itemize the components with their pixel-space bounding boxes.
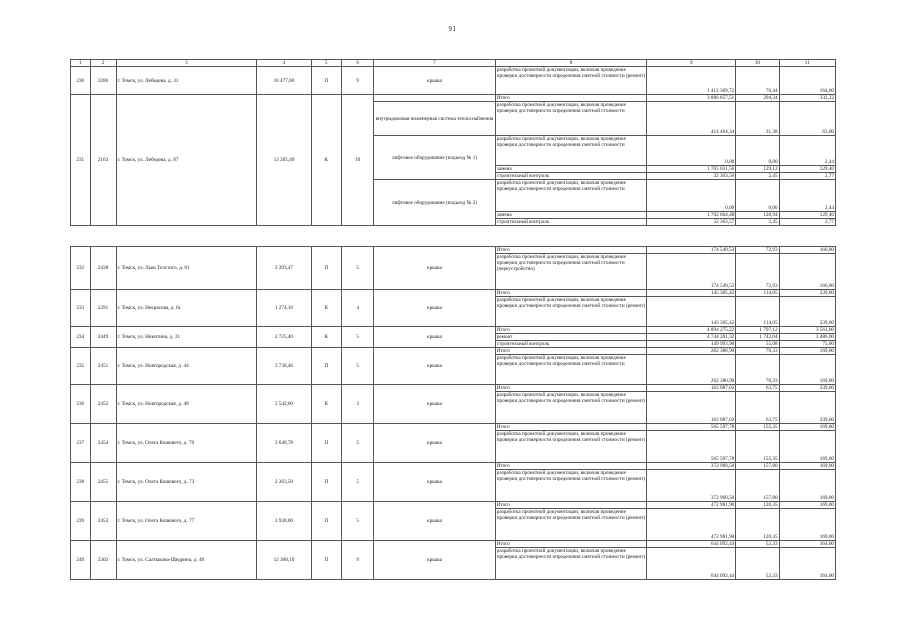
work-type: разработка проектной документации, включая проведение проверки достоверности определения сметной стоимости (ремонт) [495, 392, 647, 424]
work-type: Итого [495, 95, 647, 102]
header-cell: 5 [311, 60, 341, 67]
work-type: Итого [495, 541, 647, 548]
floors: 4 [341, 290, 374, 327]
row-number: 232 [71, 247, 91, 290]
row-number: 235 [71, 348, 91, 385]
wall-material: П [311, 348, 341, 385]
row-number: 239 [71, 502, 91, 541]
cost: 565 597,78 [647, 424, 736, 431]
header-row [71, 60, 836, 67]
work-type: Итого [495, 502, 647, 509]
limit: 2,44 [779, 180, 835, 212]
header-cell: 8 [495, 60, 647, 67]
work-type: разработка проектной документации, включая проведение проверки достоверности определения сметной стоимости (ремонт) [495, 297, 647, 327]
limit: 169,00 [779, 424, 835, 431]
work-type: разработка проектной документации, включая проведение проверки достоверности определения сметной стоимости (переустройство) [495, 254, 647, 290]
cost-per-m2: 70,33 [736, 348, 779, 355]
header-cell: 1 [71, 60, 91, 67]
address: г. Томск, ул. Лебедева, д. 87 [116, 95, 257, 226]
work-type: ремонт [495, 334, 647, 341]
work-type: Итого [495, 385, 647, 392]
cost-per-m2: 55,08 [736, 341, 779, 348]
cost: 372 968,50 [647, 463, 736, 470]
page-number: 91 [448, 25, 457, 33]
limit: 75,00 [779, 341, 835, 348]
area: 3 730,46 [257, 348, 311, 385]
cost-per-m2: 0,00 [736, 180, 779, 212]
header-cell: 6 [341, 60, 374, 67]
table-row [71, 290, 836, 297]
row-number: 234 [71, 327, 91, 348]
floors: 10 [341, 95, 374, 226]
table-row [71, 385, 836, 392]
table-row [71, 348, 836, 355]
work-type: разработка проектной документации, включая проведение проверки достоверности определения сметной стоимости [495, 102, 647, 136]
house-id: 2291 [90, 290, 116, 327]
work-type: Итого [495, 424, 647, 431]
cost: 565 597,78 [647, 431, 736, 463]
limit: 2,77 [779, 173, 835, 180]
work-type: замена [495, 166, 647, 173]
row-number: 236 [71, 385, 91, 424]
limit: 3 486,00 [779, 334, 835, 341]
wall-material: П [311, 424, 341, 463]
cost: 0,00 [647, 136, 736, 166]
cost-per-m2: 114,05 [736, 297, 779, 327]
work-type: Итого [495, 463, 647, 470]
cost-per-m2: 157,80 [736, 463, 779, 470]
wall-material: К [311, 95, 341, 226]
cost-per-m2: 63,75 [736, 392, 779, 424]
area: 18 477,80 [257, 67, 311, 95]
work-type: разработка проектной документации, включая проведение проверки достоверности определения сметной стоимости (ремонт) [495, 470, 647, 502]
table-row [71, 541, 836, 548]
limit: 2,44 [779, 136, 835, 166]
cost-per-m2: 70,33 [736, 355, 779, 385]
work-type: строительный контроль [495, 341, 647, 348]
area: 3 930,00 [257, 502, 311, 541]
row-number: 231 [71, 95, 91, 226]
cost: 0,00 [647, 180, 736, 212]
address: г. Томск, ул. Олега Кошевого, д. 70 [116, 424, 257, 463]
address: г. Томск, ул. Олега Кошевого, д. 77 [116, 502, 257, 541]
cost-per-m2: 63,75 [736, 385, 779, 392]
limit: 63,00 [779, 102, 835, 136]
floors: 5 [341, 327, 374, 348]
object: крыша [374, 247, 495, 290]
capital-repair-table-cont [70, 246, 836, 580]
table-row [71, 247, 836, 254]
wall-material: К [311, 327, 341, 348]
work-type: разработка проектной документации, включая проведение проверки достоверности определения сметной стоимости (ремонт) [495, 431, 647, 463]
header-cell: 11 [779, 60, 835, 67]
work-type: замена [495, 212, 647, 219]
area: 3 640,78 [257, 424, 311, 463]
limit: 239,00 [779, 290, 835, 297]
house-id: 2452 [90, 385, 116, 424]
floors: 9 [341, 67, 374, 95]
cost-per-m2: 76,44 [736, 67, 779, 95]
floors: 3 [341, 385, 374, 424]
object: лифтовое оборудование (подъезд № 2) [374, 180, 495, 226]
table-row [71, 327, 836, 334]
limit: 169,00 [779, 431, 835, 463]
area: 2 542,60 [257, 385, 311, 424]
cost: 1 705 031,56 [647, 166, 736, 173]
limit: 166,00 [779, 247, 835, 254]
object: лифтовое оборудование (подъезд № 1) [374, 136, 495, 180]
table-row [71, 463, 836, 470]
work-type: Итого [495, 247, 647, 254]
work-type: Итого [495, 290, 647, 297]
object [374, 95, 495, 102]
table-row [71, 502, 836, 509]
limit: 164,00 [779, 548, 835, 580]
object: крыша [374, 541, 495, 580]
table-row [71, 67, 836, 95]
limit: 169,00 [779, 463, 835, 470]
limit: 239,00 [779, 392, 835, 424]
work-type: разработка проектной документации, включая проведение проверки достоверности определения сметной стоимости (ремонт) [495, 67, 647, 95]
cost: 3 886 857,51 [647, 95, 736, 102]
cost: 4 744 281,32 [647, 334, 736, 341]
address: г. Томск, ул. Лебедева, д. 31 [116, 67, 257, 95]
wall-material: К [311, 290, 341, 327]
cost: 472 981,90 [647, 509, 736, 541]
limit: 169,00 [779, 470, 835, 502]
address: г. Томск, ул. Салтыкова-Щедрина, д. 48 [116, 541, 257, 580]
cost-per-m2: 128,94 [736, 212, 779, 219]
limit: 169,00 [779, 355, 835, 385]
capital-repair-table [70, 59, 836, 226]
table-row [71, 95, 836, 102]
area: 2 393,47 [257, 247, 311, 290]
cost-per-m2: 120,35 [736, 502, 779, 509]
limit: 239,00 [779, 385, 835, 392]
house-id: 2303 [90, 541, 116, 580]
house-id: 2449 [90, 327, 116, 348]
wall-material: К [311, 385, 341, 424]
cost: 149 993,90 [647, 341, 736, 348]
wall-material: П [311, 502, 341, 541]
cost: 1 412 369,72 [647, 67, 736, 95]
floors: 5 [341, 502, 374, 541]
cost: 4 894 275,22 [647, 327, 736, 334]
row-number: 233 [71, 290, 91, 327]
cost: 174 549,53 [647, 247, 736, 254]
cost-per-m2: 0,00 [736, 136, 779, 166]
cost-per-m2: 52,33 [736, 548, 779, 580]
object: крыша [374, 290, 495, 327]
limit: 129,40 [779, 212, 835, 219]
limit: 239,00 [779, 297, 835, 327]
area: 2 725,40 [257, 327, 311, 348]
cost: 174 549,53 [647, 254, 736, 290]
header-cell: 2 [90, 60, 116, 67]
object: крыша [374, 348, 495, 385]
table-row [71, 424, 836, 431]
cost: 145 305,42 [647, 290, 736, 297]
address: г. Томск, ул. Никитина, д. 31 [116, 327, 257, 348]
limit: 169,00 [779, 509, 835, 541]
floors: 5 [341, 424, 374, 463]
area: 2 363,50 [257, 463, 311, 502]
cost: 162 087,03 [647, 385, 736, 392]
area: 13 205,40 [257, 95, 311, 226]
header-cell: 9 [647, 60, 736, 67]
wall-material: П [311, 247, 341, 290]
floors: 5 [341, 463, 374, 502]
limit: 166,00 [779, 254, 835, 290]
house-id: 2453 [90, 502, 116, 541]
house-id: 2438 [90, 247, 116, 290]
floors: 5 [341, 247, 374, 290]
cost-per-m2: 2,45 [736, 173, 779, 180]
cost: 145 305,42 [647, 297, 736, 327]
limit: 169,00 [779, 502, 835, 509]
house-id: 2454 [90, 424, 116, 463]
limit: 164,00 [779, 67, 835, 95]
limit: 129,40 [779, 166, 835, 173]
cost: 414 464,34 [647, 102, 736, 136]
wall-material: П [311, 463, 341, 502]
cost-per-m2: 2,45 [736, 219, 779, 226]
house-id: 2286 [90, 67, 116, 95]
work-type: разработка проектной документации, включая проведение проверки достоверности определения сметной стоимости [495, 136, 647, 166]
cost: 644 092,44 [647, 541, 736, 548]
wall-material: П [311, 541, 341, 580]
cost-per-m2: 157,80 [736, 470, 779, 502]
header-cell: 10 [736, 60, 779, 67]
cost: 1 702 664,48 [647, 212, 736, 219]
cost: 372 968,50 [647, 470, 736, 502]
cost-per-m2: 294,34 [736, 95, 779, 102]
cost: 644 092,44 [647, 548, 736, 580]
cost-per-m2: 120,35 [736, 509, 779, 541]
header-cell: 7 [374, 60, 495, 67]
cost-per-m2: 72,93 [736, 247, 779, 254]
cost-per-m2: 1 742,04 [736, 334, 779, 341]
wall-material: П [311, 67, 341, 95]
cost: 472 981,90 [647, 502, 736, 509]
object: крыша [374, 502, 495, 541]
row-number: 238 [71, 463, 91, 502]
limit: 3 561,00 [779, 327, 835, 334]
limit: 332,22 [779, 95, 835, 102]
area: 12 308,10 [257, 541, 311, 580]
cost: 262 380,90 [647, 355, 736, 385]
house-id: 2163 [90, 95, 116, 226]
address: г. Томск, ул. Новгородская, д. 44 [116, 348, 257, 385]
area: 1 274,10 [257, 290, 311, 327]
cost-per-m2: 72,93 [736, 254, 779, 290]
object: внутридомовая инженерная система теплоснабжения [374, 102, 495, 136]
floors: 9 [341, 541, 374, 580]
cost-per-m2: 1 797,12 [736, 327, 779, 334]
cost-per-m2: 114,05 [736, 290, 779, 297]
work-type: строительный контроль [495, 173, 647, 180]
work-type: разработка проектной документации, включая проведение проверки достоверности определения сметной стоимости [495, 355, 647, 385]
cost: 162 087,03 [647, 392, 736, 424]
row-number: 237 [71, 424, 91, 463]
address: г. Томск, ул. Олега Кошевого, д. 73 [116, 463, 257, 502]
floors: 5 [341, 348, 374, 385]
cost-per-m2: 129,12 [736, 166, 779, 173]
work-type: Итого [495, 327, 647, 334]
address: г. Томск, ул. Некрасова, д. 6і. [116, 290, 257, 327]
work-type: разработка проектной документации, включая проведение проверки достоверности определения сметной стоимости [495, 180, 647, 212]
row-number: 240 [71, 541, 91, 580]
house-id: 2455 [90, 463, 116, 502]
cost: 262 380,90 [647, 348, 736, 355]
header-cell: 3 [116, 60, 257, 67]
cost: 32 363,56 [647, 173, 736, 180]
work-type: разработка проектной документации, включая проведение проверки достоверности определения сметной стоимости (ремонт) [495, 548, 647, 580]
address: г. Томск, ул. Новгородская, д. 48 [116, 385, 257, 424]
work-type: разработка проектной документации, включая проведение проверки достоверности определения сметной стоимости (ремонт) [495, 509, 647, 541]
cost: 32 363,57 [647, 219, 736, 226]
object: крыша [374, 385, 495, 424]
address: г. Томск, ул. Льва Толстого, д. 81 [116, 247, 257, 290]
object: крыша [374, 327, 495, 348]
cost-per-m2: 31,38 [736, 102, 779, 136]
work-type: строительный контроль [495, 219, 647, 226]
object: крыша [374, 463, 495, 502]
header-cell: 4 [257, 60, 311, 67]
cost-per-m2: 155,35 [736, 431, 779, 463]
row-number: 230 [71, 67, 91, 95]
object: крыша [374, 67, 495, 95]
limit: 2,77 [779, 219, 835, 226]
house-id: 2451 [90, 348, 116, 385]
limit: 164,00 [779, 541, 835, 548]
limit: 169,00 [779, 348, 835, 355]
work-type: Итого [495, 348, 647, 355]
cost-per-m2: 52,33 [736, 541, 779, 548]
object: крыша [374, 424, 495, 463]
cost-per-m2: 155,35 [736, 424, 779, 431]
